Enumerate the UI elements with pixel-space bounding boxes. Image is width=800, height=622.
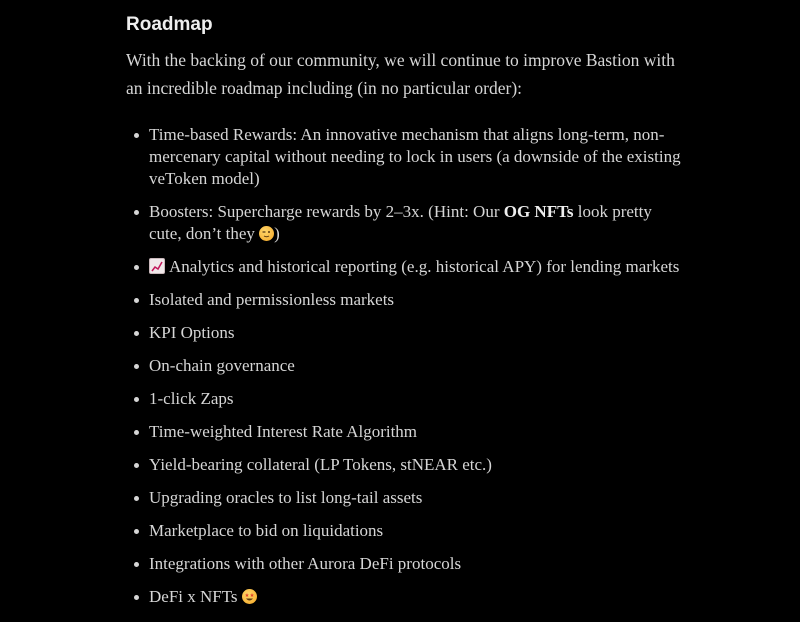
roadmap-section — [126, 12, 686, 619]
list-item-text: look pretty cute, don’t they — [149, 202, 652, 243]
bullet-icon — [134, 430, 139, 435]
section-heading: Roadmap — [126, 14, 213, 35]
list-item — [126, 124, 686, 190]
list-item-text: Time-based Rewards: An innovative mechanism that aligns long-term, non-mercenary capital without needing to lock in users (a downside of the existing veToken model) — [149, 125, 681, 188]
list-item-text: Isolated and permissionless markets — [149, 290, 395, 309]
bullet-icon — [134, 331, 139, 336]
list-item-text: ) — [274, 224, 280, 243]
bullet-icon — [134, 210, 139, 215]
list-item-text: 1-click Zaps — [149, 389, 234, 408]
list-item — [126, 256, 686, 278]
list-item-text: Marketplace to bid on liquidations — [149, 521, 384, 540]
list-item — [126, 454, 686, 476]
list-item — [126, 553, 686, 575]
chart-increasing-icon — [149, 258, 165, 274]
roadmap-list — [126, 124, 686, 608]
list-item — [126, 322, 686, 344]
bullet-icon — [134, 133, 139, 138]
list-item-text: KPI Options — [149, 323, 235, 342]
og-nfts-bold-text: OG NFTs — [503, 202, 574, 221]
bullet-icon — [134, 562, 139, 567]
list-item — [126, 355, 686, 377]
list-item-text: Boosters: Supercharge rewards by 2–3x. (Hint: Our — [149, 202, 504, 221]
winking-face-icon — [259, 226, 274, 241]
list-item — [126, 487, 686, 509]
list-item-text: Time-weighted Interest Rate Algorithm — [149, 422, 418, 441]
list-item-text: Integrations with other Aurora DeFi protocols — [149, 554, 462, 573]
list-item-text: On-chain governance — [149, 356, 295, 375]
list-item — [126, 421, 686, 443]
list-item — [126, 201, 686, 245]
list-item — [126, 586, 686, 608]
bullet-icon — [134, 529, 139, 534]
bullet-icon — [134, 364, 139, 369]
bullet-icon — [134, 265, 139, 270]
bullet-icon — [134, 496, 139, 501]
list-item — [126, 289, 686, 311]
bullet-icon — [134, 298, 139, 303]
star-struck-face-icon — [242, 589, 257, 604]
list-item-text: DeFi x NFTs — [149, 587, 242, 606]
list-item-text: Upgrading oracles to list long-tail assets — [149, 488, 423, 507]
bullet-icon — [134, 595, 139, 600]
list-item-text: Yield-bearing collateral (LP Tokens, stNEAR etc.) — [149, 455, 492, 474]
list-item — [126, 388, 686, 410]
bullet-icon — [134, 397, 139, 402]
list-item — [126, 520, 686, 542]
list-item-text: Analytics and historical reporting (e.g. historical APY) for lending markets — [169, 257, 680, 276]
intro-paragraph: With the backing of our community, we will continue to improve Bastion with an incredible roadmap including (in no particular order): — [126, 50, 675, 98]
bullet-icon — [134, 463, 139, 468]
